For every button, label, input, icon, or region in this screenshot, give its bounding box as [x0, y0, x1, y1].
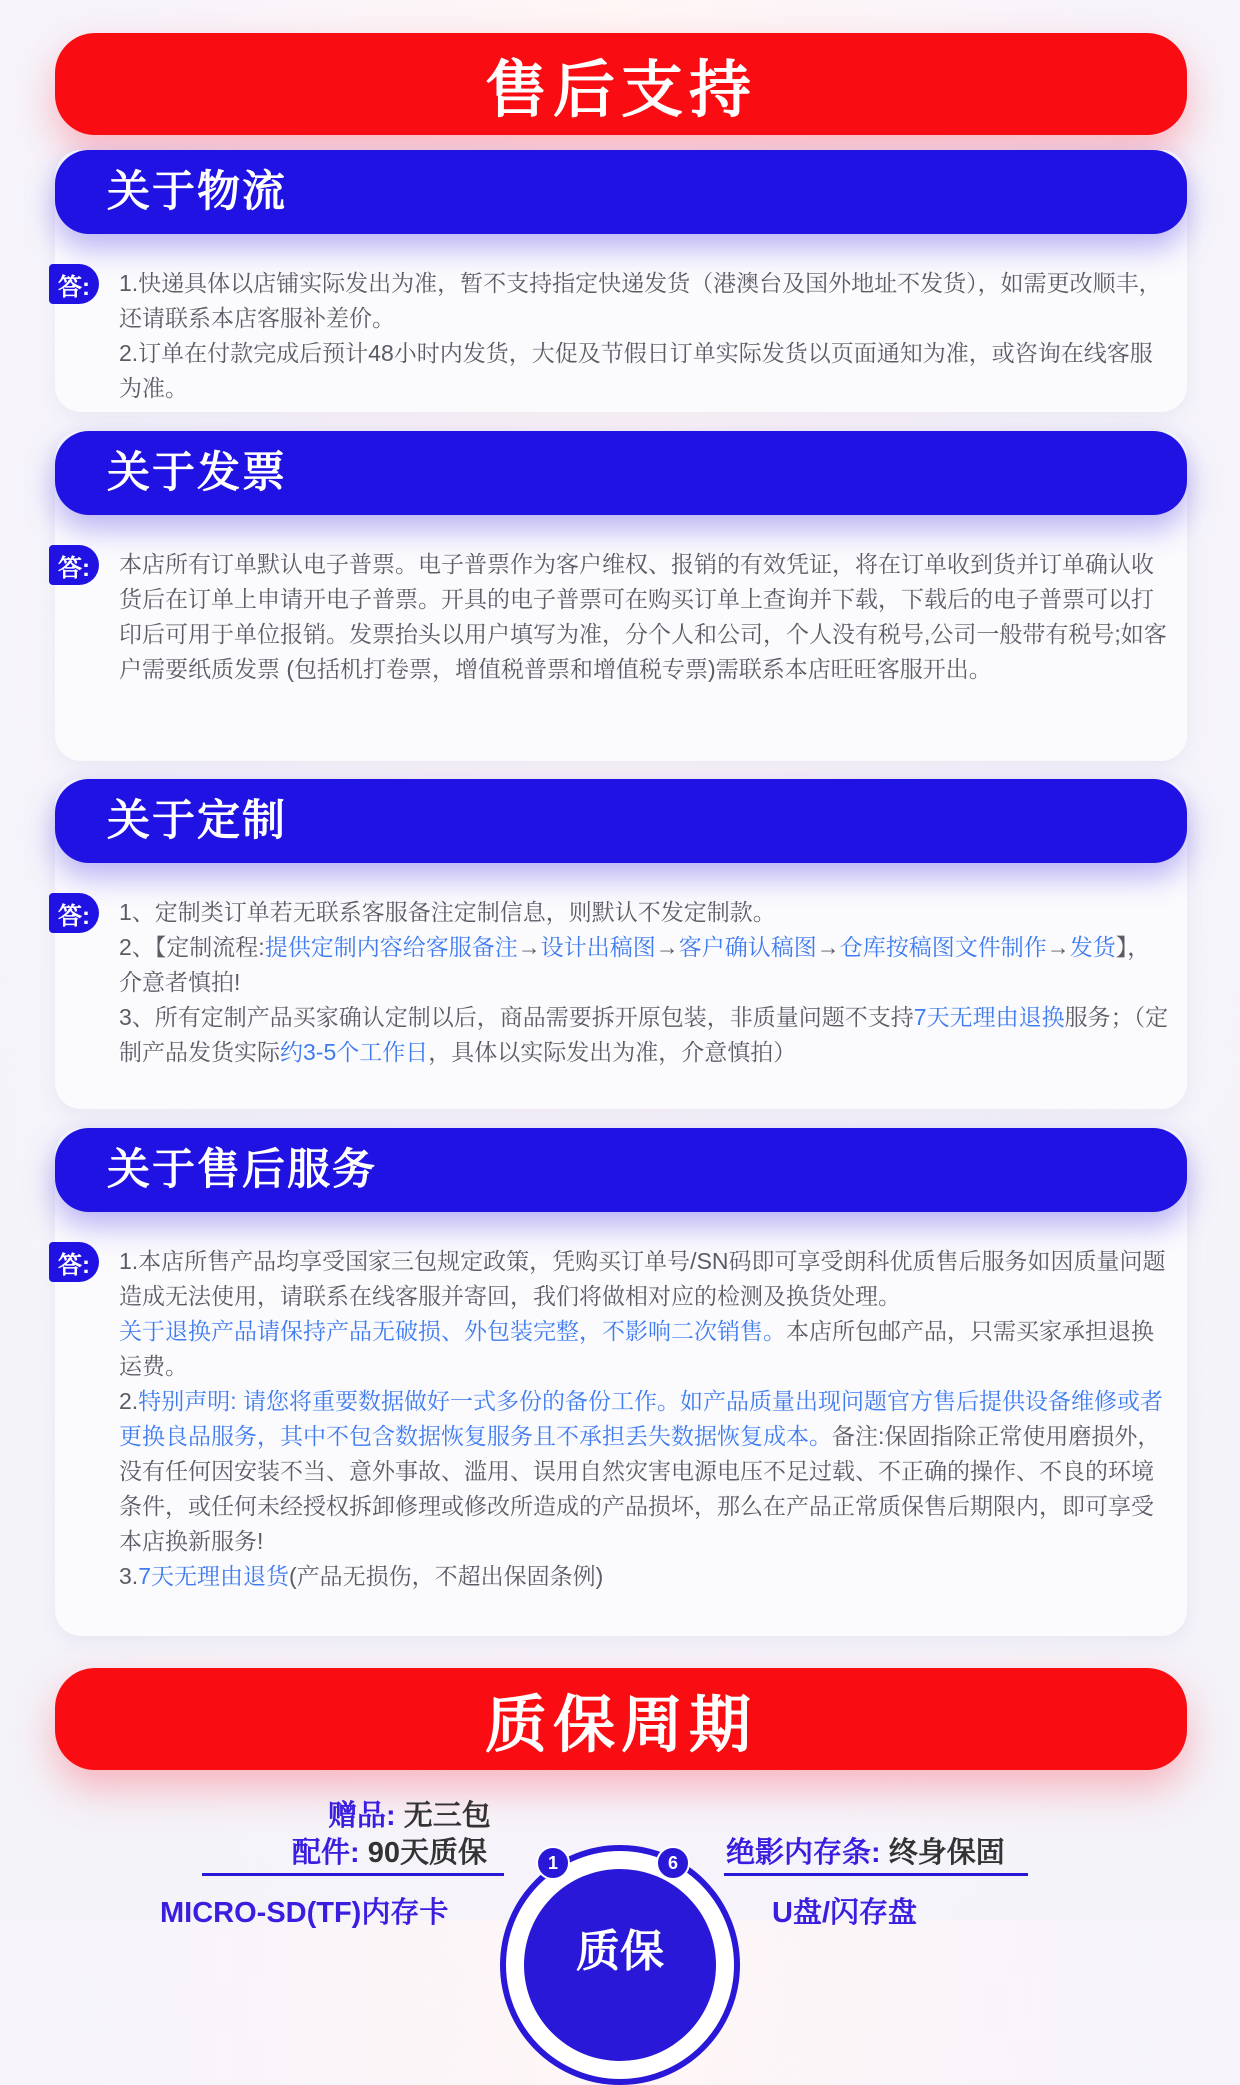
custom-line-3-highlight: 7天无理由退换 — [913, 1004, 1065, 1030]
service-title: 关于售后服务 — [107, 1146, 377, 1194]
warranty-circle — [500, 1845, 740, 2085]
invoice-header — [55, 431, 1187, 515]
left-divider-line — [202, 1873, 504, 1876]
service-para-2-rest: 本店所包邮产品，只需买家承担退换运费。 — [119, 1318, 1154, 1379]
service-para-3-highlight: 特别声明: 请您将重要数据做好一式多份的备份工作。如产品质量出现问题官方售后提供设备维修或者更换良品服务，其中不包含数据恢复服务且不承担丢失数据恢复成本。 — [119, 1388, 1163, 1449]
step-number-left: 1 — [536, 1846, 570, 1880]
answer-badge: 答: — [49, 893, 99, 933]
after-sales-title: 售后支持 — [484, 55, 757, 125]
service-para-4-num: 3. — [119, 1563, 139, 1589]
service-para-2-highlight: 关于退换产品请保持产品无破损、外包装完整，不影响二次销售。 — [119, 1318, 786, 1344]
custom-line-2 — [119, 930, 1169, 1000]
gift-value: 无三包 — [395, 1800, 491, 1832]
custom-header — [55, 779, 1187, 863]
sd-card-text: MICRO-SD(TF)内存卡 — [160, 1897, 449, 1929]
custom-line-3-suffix: ，具体以实际发出为准，介意慎拍） — [428, 1039, 797, 1065]
service-header — [55, 1128, 1187, 1212]
right-divider-line — [724, 1873, 1028, 1876]
warranty-banner — [55, 1668, 1187, 1770]
custom-card — [55, 779, 1187, 1109]
accessory-warranty-label — [292, 1830, 487, 1871]
custom-line-3-prefix: 3、所有定制产品买家确认定制以后，商品需要拆开原包装，非质量问题不支持 — [119, 1004, 914, 1030]
custom-step-5: 发货 — [1069, 934, 1116, 960]
service-para-4-highlight: 7天无理由退货 — [138, 1563, 289, 1589]
invoice-card — [55, 431, 1187, 761]
step-number-right: 6 — [656, 1846, 690, 1880]
custom-step-2: 设计出稿图 — [540, 934, 656, 960]
custom-line-2-suffix: 】，介意者慎拍! — [119, 934, 1151, 995]
arrow: → — [816, 934, 840, 960]
accessory-key: 配件: — [292, 1837, 360, 1869]
answer-badge: 答: — [49, 545, 99, 585]
ram-warranty-label — [726, 1830, 1005, 1871]
custom-answer — [119, 895, 1169, 1070]
logistics-header — [55, 150, 1187, 234]
warranty-circle-text: 质保 — [576, 1927, 664, 1976]
service-para-4 — [119, 1559, 1169, 1594]
arrow: → — [1046, 934, 1070, 960]
logistics-line-1: 1.快递具体以店铺实际发出为准，暂不支持指定快递发货（港澳台及国外地址不发货），如需更改顺丰，还请联系本店客服补差价。 — [119, 270, 1162, 331]
arrow: → — [517, 934, 541, 960]
sd-card-label — [160, 1890, 448, 1931]
invoice-answer — [119, 547, 1169, 687]
custom-step-3: 客户确认稿图 — [678, 934, 817, 960]
custom-line-3-mid: 服务；（定制产品发货实际 — [119, 1004, 1169, 1065]
service-para-2 — [119, 1314, 1169, 1384]
custom-step-1: 提供定制内容给客服备注 — [264, 934, 518, 960]
service-answer — [119, 1244, 1169, 1594]
warranty-title: 质保周期 — [484, 1690, 757, 1760]
arrow: → — [655, 934, 679, 960]
answer-badge: 答: — [49, 264, 99, 304]
service-para-3-rest: 备注:保固指除正常使用磨损外，没有任何因安装不当、意外事故、滥用、误用自然灾害电源电压不足过载、不正确的操作、不良的环境条件，或任何未经授权拆卸修理或修改所造成的产品损坏，那么在产品正常质保售后期限内，即可享受本店换新服务! — [119, 1423, 1161, 1554]
usb-label — [772, 1890, 917, 1931]
after-sales-banner — [55, 33, 1187, 135]
service-para-3-num: 2. — [119, 1388, 139, 1414]
custom-line-1: 1、定制类订单若无联系客服备注定制信息，则默认不发定制款。 — [119, 899, 776, 925]
ram-value: 终身保固 — [880, 1837, 1005, 1869]
logistics-card — [55, 150, 1187, 412]
custom-title: 关于定制 — [107, 797, 287, 845]
gift-key: 赠品: — [328, 1800, 396, 1832]
ram-key: 绝影内存条: — [726, 1837, 881, 1869]
service-para-1: 1.本店所售产品均享受国家三包规定政策，凭购买订单号/SN码即可享受朗科优质售后服务如因质量问题造成无法使用，请联系在线客服并寄回，我们将做相对应的检测及换货处理。 — [119, 1248, 1166, 1309]
logistics-title: 关于物流 — [107, 168, 287, 216]
custom-line-3 — [119, 1000, 1169, 1070]
custom-line-2-prefix: 2、【定制流程: — [119, 934, 265, 960]
invoice-title: 关于发票 — [107, 449, 287, 497]
service-para-3 — [119, 1384, 1169, 1559]
service-para-4-rest: (产品无损伤，不超出保固条例) — [288, 1563, 604, 1589]
custom-line-3-highlight-2: 约3-5个工作日 — [280, 1039, 429, 1065]
usb-text: U盘/闪存盘 — [772, 1897, 918, 1929]
answer-badge: 答: — [49, 1242, 99, 1282]
warranty-circle-inner — [524, 1869, 716, 2061]
gift-warranty-label — [328, 1793, 491, 1834]
invoice-text: 本店所有订单默认电子普票。电子普票作为客户维权、报销的有效凭证，将在订单收到货并订单确认收货后在订单上申请开电子普票。开具的电子普票可在购买订单上查询并下载，下载后的电子普票可以打印后可用于单位报销。发票抬头以用户填写为准，分个人和公司，个人没有税号,公司一般带有税号;如客户需要纸质发票 (包括机打卷票，增值税普票和增值税专票)需联系本店旺旺客服开出。 — [119, 551, 1167, 682]
custom-step-4: 仓库按稿图文件制作 — [839, 934, 1047, 960]
logistics-answer — [119, 266, 1169, 406]
accessory-value: 90天质保 — [359, 1837, 487, 1869]
service-card — [55, 1128, 1187, 1636]
logistics-line-2: 2.订单在付款完成后预计48小时内发货，大促及节假日订单实际发货以页面通知为准，或咨询在线客服为准。 — [119, 340, 1153, 401]
